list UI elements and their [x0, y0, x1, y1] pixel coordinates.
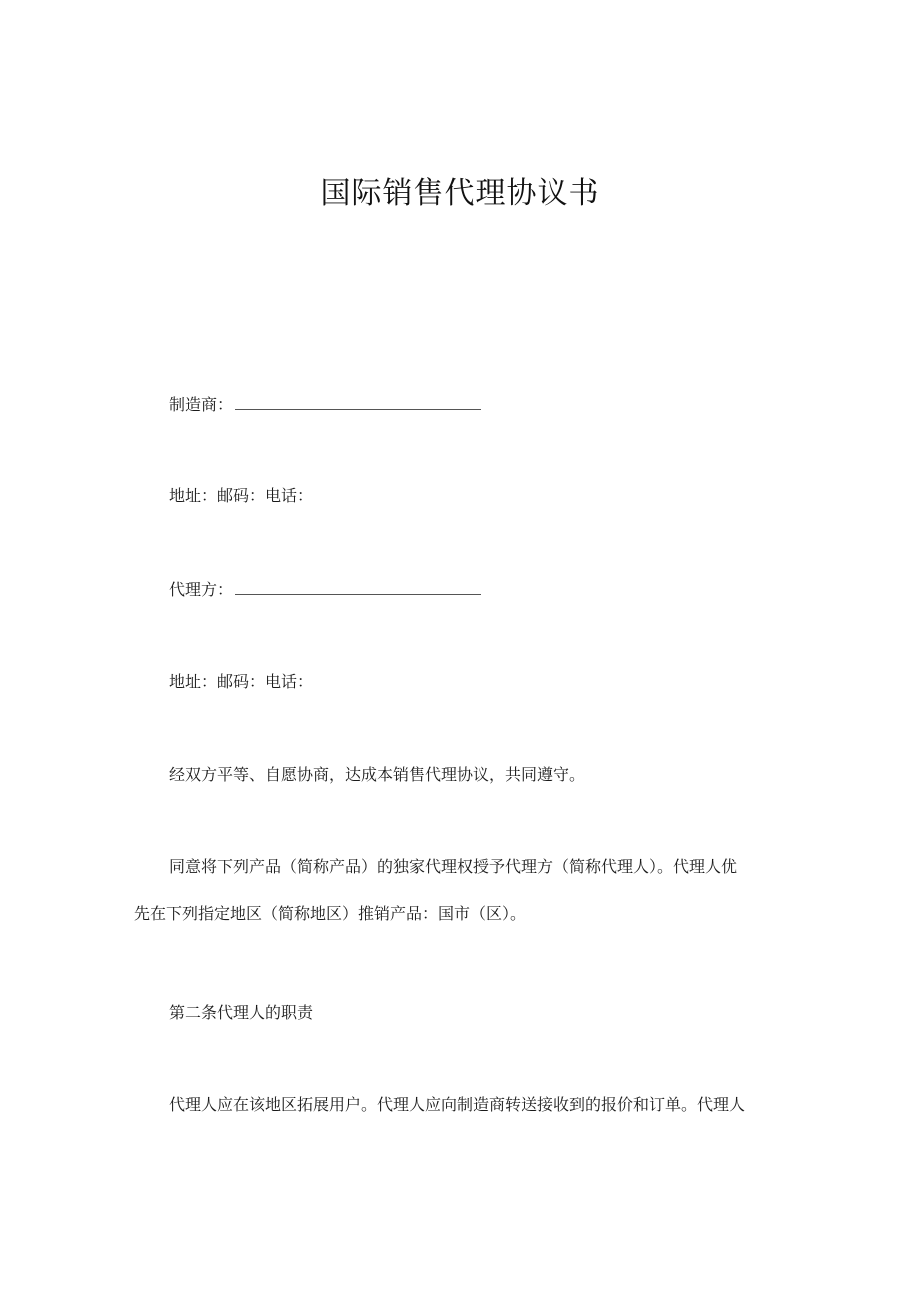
manufacturer-label: 制造商：: [169, 395, 234, 414]
clause1-line-2: 先在下列指定地区（简称地区）推销产品：国市（区）。: [134, 904, 527, 923]
agent-blank: [235, 580, 481, 595]
agent-label: 代理方：: [169, 580, 234, 599]
manufacturer-blank: [235, 395, 481, 410]
article2-line-1: 代理人应在该地区拓展用户。代理人应向制造商转送接收到的报价和订单。代理人: [169, 1095, 746, 1114]
manufacturer-line: [169, 395, 481, 415]
clause1-line-1: 同意将下列产品（简称产品）的独家代理权授予代理方（简称代理人）。代理人优: [169, 857, 738, 876]
preamble-paragraph: 经双方平等、自愿协商，达成本销售代理协议，共同遵守。: [169, 765, 586, 784]
agent-line: [169, 580, 481, 600]
agent-contact: 地址：邮码：电话：: [169, 672, 314, 691]
document-title: 国际销售代理协议书: [320, 176, 600, 211]
article2-heading: 第二条代理人的职责: [169, 1003, 314, 1022]
manufacturer-contact: 地址：邮码：电话：: [169, 486, 314, 505]
